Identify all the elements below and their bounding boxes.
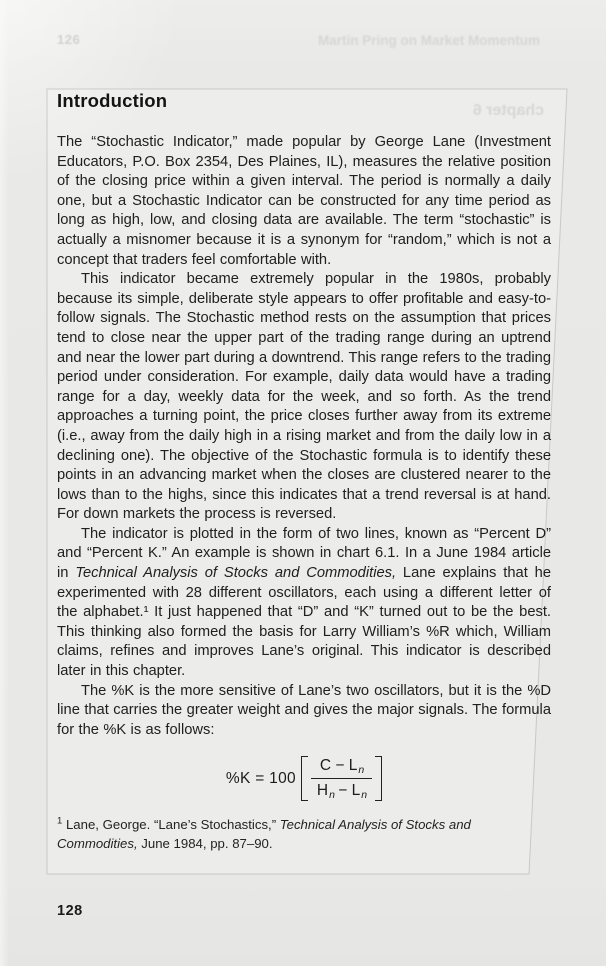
text-block	[57, 90, 551, 853]
ghost-chapter-label: chapter 6	[472, 102, 544, 119]
footnote-text: Lane, George. “Lane’s Stochastics,”	[62, 817, 280, 833]
formula-denominator	[311, 778, 372, 801]
journal-title-italic: Technical Analysis of Stocks and Commodities,	[75, 565, 397, 582]
left-bracket	[301, 756, 308, 801]
ghost-page-number: 126	[57, 32, 81, 47]
denominator-base2: − L	[333, 782, 361, 800]
footnote	[57, 815, 509, 853]
paragraph-1: The “Stochastic Indicator,” made popular by George Lane (Investment Educators, P.O. Box 2354, Des Plaines, IL), measures the relative position of the closing price within a given interval. The period is normally a daily one, but a Stochastic Indicator can be constructed for any time period as long as high, low, and closing data are available. The term “stochastic” is actually a misnomer because it is a synonym for “random,” which is not a concept that traders feel comfortable with.	[57, 134, 551, 268]
right-bracket	[375, 756, 382, 801]
denominator-subscript1: n	[329, 789, 335, 802]
paragraph-4: The %K is the more sensitive of Lane’s two oscillators, but it is the %D line that carries the greater weight and gives the major signals. The formula for the %K is as follows:	[57, 682, 551, 738]
stochastic-formula	[57, 756, 551, 801]
numerator-base: C − L	[319, 757, 358, 775]
footnote-journal-italic: Technical Analysis of Stocks and Commodities,	[57, 817, 471, 852]
page-number: 128	[57, 903, 83, 919]
paragraph-3-text: The indicator is plotted in the form of two lines, known as “Percent D” and “Percent K.” An example is shown in chart 6.1. In a June 1984 article in	[57, 525, 551, 582]
ghost-running-title: Martin Pring on Market Momentum	[317, 33, 540, 48]
paragraph-3-text-after: Lane explains that he experimented with 28 different oscillators, each using a different letter of the alphabet.¹ It just happened that “D” and “K” turned out to be the best. This thinking also formed the basis for Larry William’s %R which, William claims, refines and improves Lane’s original. This indicator is described later in this chapter.	[57, 565, 552, 680]
paragraph-2: This indicator became extremely popular in the 1980s, probably because its simple, deliberate style appears to offer profitable and easy-to-follow signals. The Stochastic method rests on the assumption that prices tend to close near the upper part of the trading range during an uptrend and near the lower part during a downtrend. This range refers to the trading period under consideration. For example, daily data would have a trading range for a day, weekly data for the week, and so forth. As the trend approaches a turning point, the price closes further away from its extreme (i.e., away from the daily high in a rising market and from the daily low in a declining one). The objective of the Stochastic formula is to identify these points in an advancing market when the closes are clustered nearer to the lows than to the highs, since this indicates that a trend reversal is at hand. For down markets the process is reversed.	[57, 271, 551, 523]
paragraph-3	[57, 525, 551, 682]
formula-numerator	[311, 756, 372, 778]
denominator-base1: H	[316, 782, 329, 800]
footnote-text-after: June 1984, pp. 87–90.	[137, 836, 273, 852]
formula-fraction	[311, 756, 372, 801]
footnote-marker: 1	[57, 816, 63, 828]
formula-lhs: %K = 100	[225, 769, 296, 787]
section-heading: Introduction	[57, 90, 168, 111]
denominator-subscript2: n	[361, 789, 368, 802]
numerator-subscript: n	[358, 764, 365, 777]
